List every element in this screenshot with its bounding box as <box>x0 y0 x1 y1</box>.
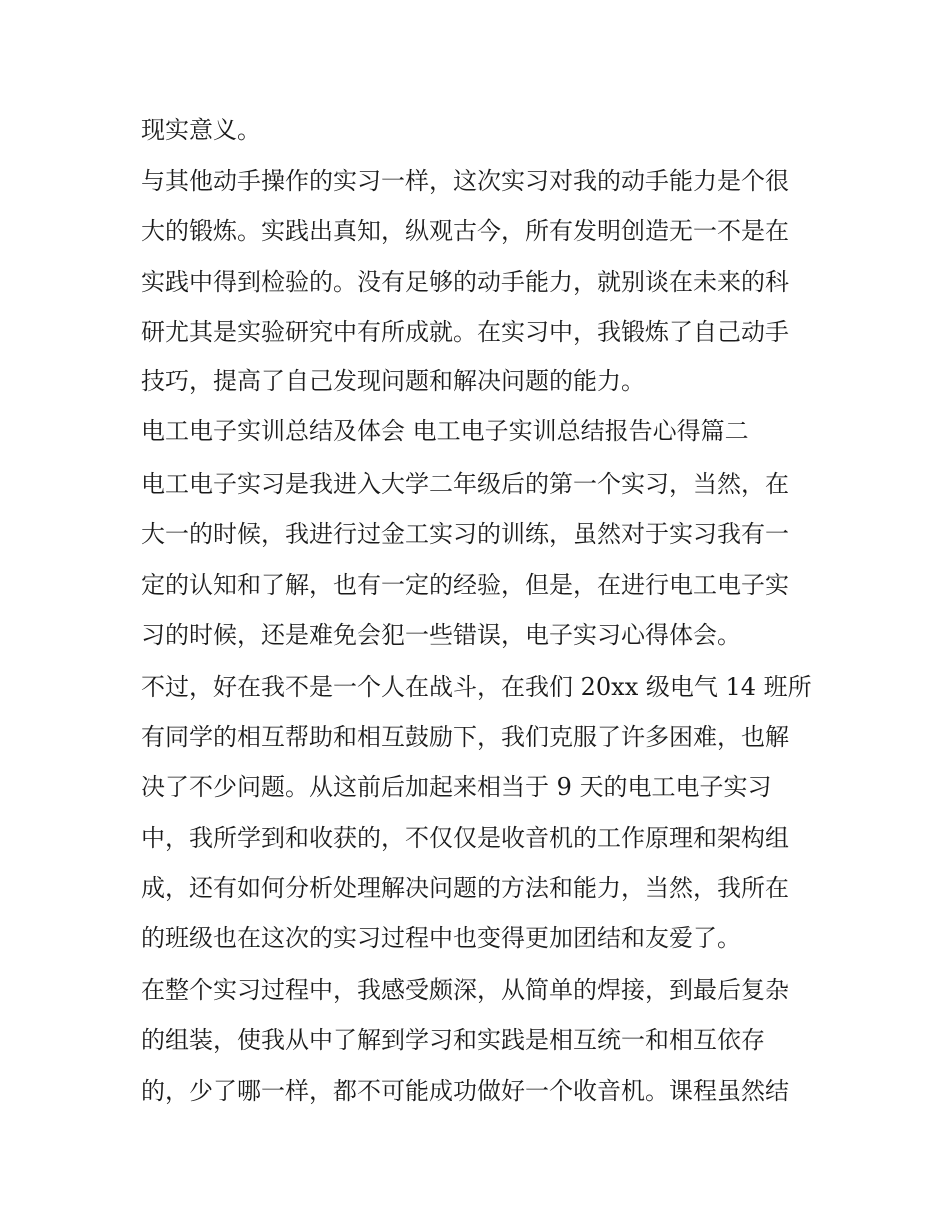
text-line: 定的认知和了解，也有一定的经验，但是，在进行电工电子实 <box>141 571 789 599</box>
section-heading: 电工电子实训总结及体会 电工电子实训总结报告心得篇二 <box>141 417 749 445</box>
text-line: 大的锻炼。实践出真知，纵观古今，所有发明创造无一不是在 <box>141 217 789 245</box>
text-line: 电工电子实习是我进入大学二年级后的第一个实习，当然，在 <box>141 470 789 498</box>
text-line: 中，我所学到和收获的，不仅仅是收音机的工作原理和架构组 <box>141 824 789 852</box>
text-line: 大一的时候，我进行过金工实习的训练，虽然对于实习我有一 <box>141 520 789 548</box>
text-line: 成，还有如何分析处理解决问题的方法和能力，当然，我所在 <box>141 874 789 902</box>
text-line: 技巧，提高了自己发现问题和解决问题的能力。 <box>141 367 645 395</box>
text-line: 习的时候，还是难免会犯一些错误，电子实习心得体会。 <box>141 621 741 649</box>
text-line: 有同学的相互帮助和相互鼓励下，我们克服了许多困难，也解 <box>141 723 789 751</box>
text-line: 实践中得到检验的。没有足够的动手能力，就别谈在未来的科 <box>141 268 789 296</box>
text-line: 的班级也在这次的实习过程中也变得更加团结和友爱了。 <box>141 924 741 952</box>
text-line: 研尤其是实验研究中有所成就。在实习中，我锻炼了自己动手 <box>141 318 789 346</box>
text-line: 与其他动手操作的实习一样，这次实习对我的动手能力是个很 <box>141 167 789 195</box>
text-line: 现实意义。 <box>141 116 261 144</box>
text-line: 决了不少问题。从这前后加起来相当于 9 天的电工电子实习 <box>141 773 772 801</box>
text-line: 不过，好在我不是一个人在战斗，在我们 20xx 级电气 14 班所 <box>141 673 812 701</box>
text-line: 的，少了哪一样，都不可能成功做好一个收音机。课程虽然结 <box>141 1077 789 1105</box>
text-line: 在整个实习过程中，我感受颇深，从简单的焊接，到最后复杂 <box>141 976 789 1004</box>
text-line: 的组装，使我从中了解到学习和实践是相互统一和相互依存 <box>141 1026 765 1054</box>
